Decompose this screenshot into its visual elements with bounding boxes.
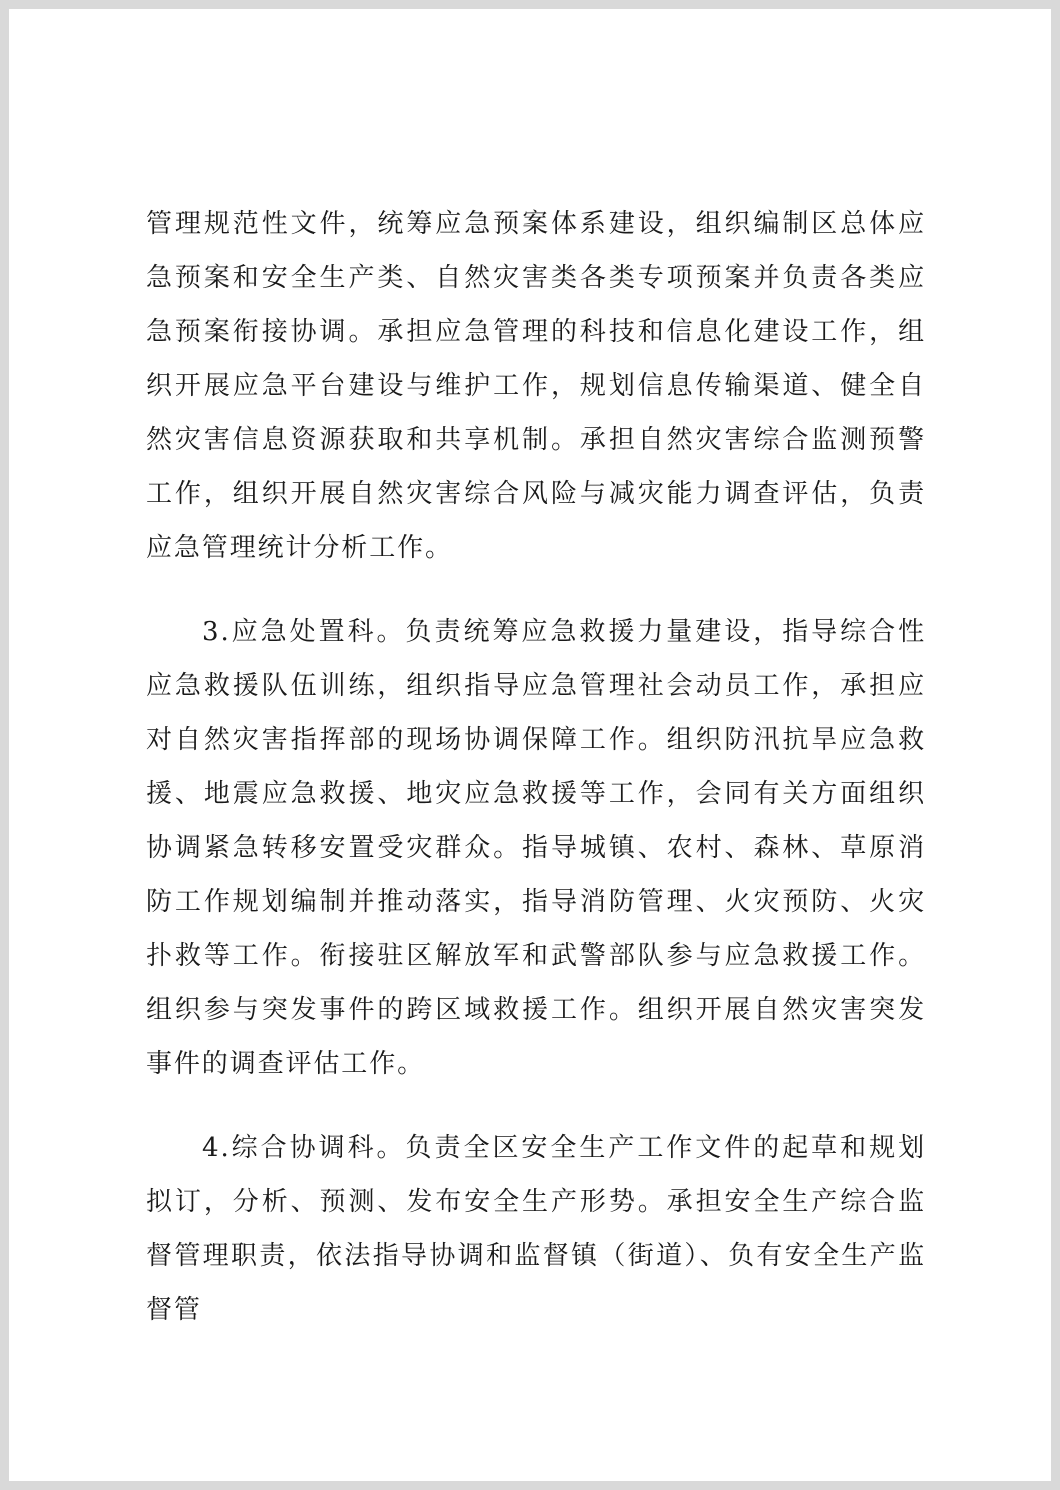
paragraph-section-3 bbox=[146, 605, 926, 1091]
paragraph-text: 负责统筹应急救援力量建设，指导综合性应急救援队伍训练，组织指导应急管理社会动员工作，承担应对自然灾害指挥部的现场协调保障工作。组织防汛抗旱应急救援、地震应急救援、地灾应急救援等工作，会同有关方面组织协调紧急转移安置受灾群众。指导城镇、农村、森林、草原消防工作规划编制并推动落实，指导消防管理、火灾预防、火灾扑救等工作。衔接驻区解放军和武警部队参与应急救援工作。组织参与突发事件的跨区域救援工作。组织开展自然灾害突发事件的调查评估工作。 bbox=[146, 617, 926, 1079]
document-body bbox=[146, 197, 926, 1337]
paragraph-text: 管理规范性文件，统筹应急预案体系建设，组织编制区总体应急预案和安全生产类、自然灾害类各类专项预案并负责各类应急预案衔接协调。承担应急管理的科技和信息化建设工作，组织开展应急平台建设与维护工作，规划信息传输渠道、健全自然灾害信息资源获取和共享机制。承担自然灾害综合监测预警工作，组织开展自然灾害综合风险与减灾能力调查评估，负责应急管理统计分析工作。 bbox=[146, 209, 926, 563]
paragraph-section-4 bbox=[146, 1121, 926, 1337]
section-number: 3. bbox=[202, 617, 231, 647]
paragraph-continuation bbox=[146, 197, 926, 575]
document-page bbox=[9, 9, 1051, 1481]
section-number: 4. bbox=[202, 1133, 231, 1163]
paragraph-text: 负责全区安全生产工作文件的起草和规划拟订，分析、预测、发布安全生产形势。承担安全生产综合监督管理职责，依法指导协调和监督镇（街道）、负有安全生产监督管 bbox=[146, 1133, 926, 1325]
section-title: 综合协调科。 bbox=[230, 1133, 406, 1163]
section-title: 应急处置科。 bbox=[230, 617, 406, 647]
